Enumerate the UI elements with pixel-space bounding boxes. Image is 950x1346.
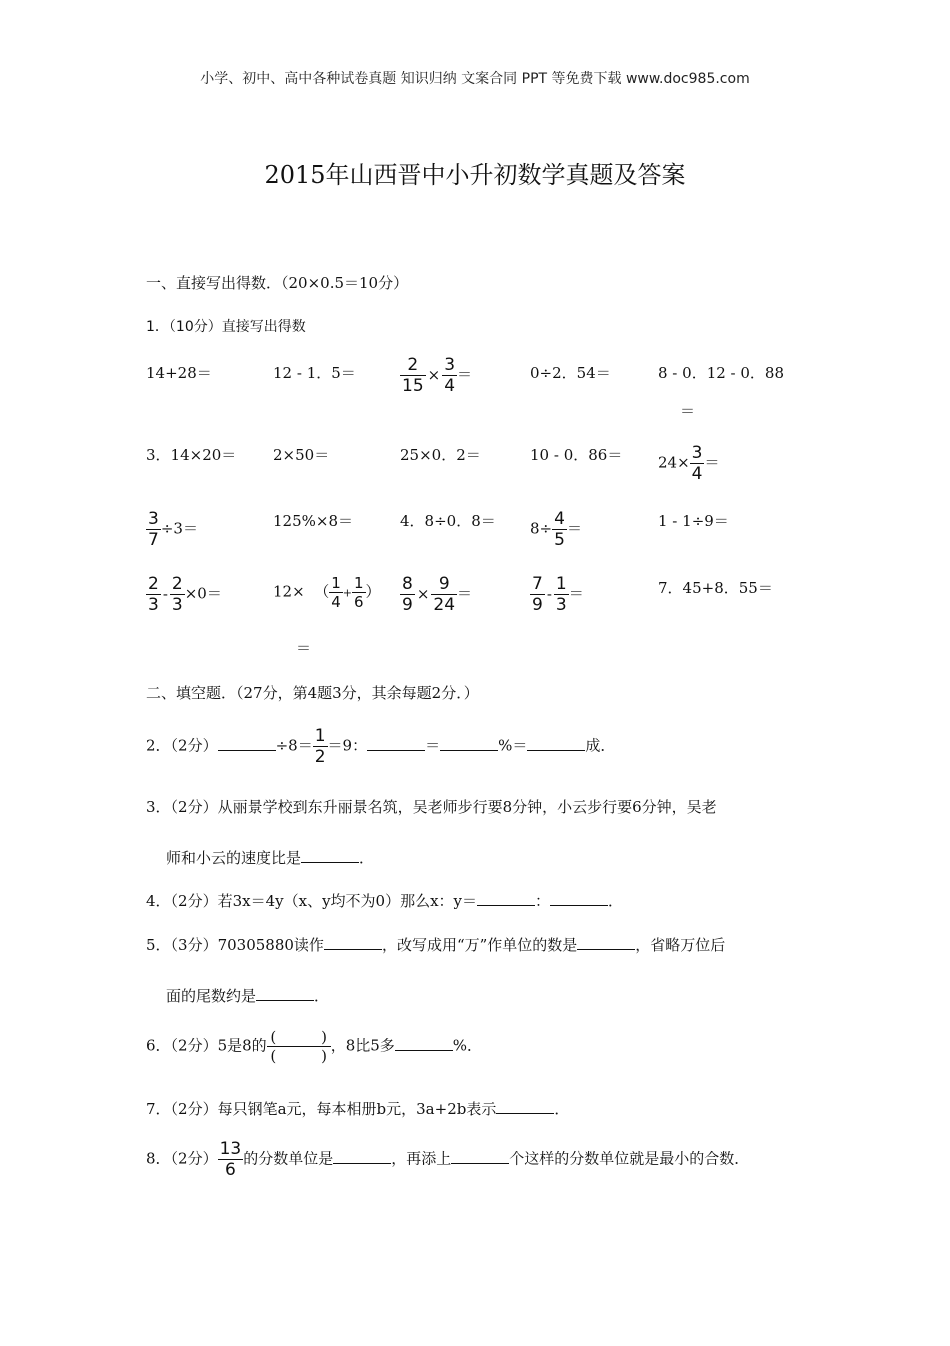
question-2: 2．（2分） ÷8＝ $\frac{1}{2}$ ＝9： ＝ %＝ 成． [146,726,616,767]
answer-blank [301,848,359,863]
answer-blank [324,935,382,950]
fraction: $\frac{2}{3}$ [171,574,183,615]
calc-r1-c: $\frac{2}{15}$ × $\frac{3}{4}$ ＝ [402,355,473,396]
answer-blank [367,736,425,751]
fraction: $\frac{1}{2}$ [314,726,326,767]
fraction: $\frac{13}{6}$ [219,1139,242,1180]
answer-blank [496,1099,554,1114]
calc-r1-d: 0÷2．54＝ [530,364,611,382]
calc-r3-e: 1 - 1÷9＝ [658,512,729,530]
calc-r1-e-equals: ＝ [680,402,696,420]
fraction: $\frac{9}{24}$ [433,574,456,615]
calc-r3-b: 125%×8＝ [273,512,353,530]
question-5-line-2: 面的尾数约是 ． [166,987,330,1005]
calc-r1-a: 14+28＝ [146,364,212,382]
site-header: 小学、初中、高中各种试卷真题 知识归纳 文案合同 PPT 等免费下载 www.doc985.com [200,71,750,87]
calc-r1-e: 8 - 0．12 - 0．88 [658,364,785,382]
calc-r1-b: 12 - 1．5＝ [273,364,356,382]
calc-r4-c: $\frac{8}{9}$ × $\frac{9}{24}$ ＝ [402,574,473,615]
question-8: 8．（2分） $\frac{13}{6}$ 的分数单位是 ，再添上 个这样的分数单位就是最小的合数． [146,1139,750,1180]
fraction: $\frac{3}{4}$ [691,443,703,484]
fraction: $\frac{2}{15}$ [402,355,424,396]
question-4: 4．（2分）若3x＝4y（x、y均不为0）那么x：y＝ ： ． [146,892,624,910]
calc-r4-d: $\frac{7}{9}$ - $\frac{1}{3}$ ＝ [532,574,584,615]
fraction: $\frac{1}{3}$ [555,574,567,615]
calc-r3-a: $\frac{3}{7}$ ÷3＝ [148,509,198,550]
fraction: $\frac{7}{9}$ [532,574,543,615]
calc-r3-d: 8÷ $\frac{4}{5}$ ＝ [530,509,582,550]
answer-blank [577,935,635,950]
answer-blank [218,736,276,751]
question-1: 1．（10分）直接写出得数 [146,319,306,335]
answer-blank [550,891,608,906]
calc-r4-b: 12× （ $\frac{1}{4}$ + $\frac{1}{6}$ ） [273,574,381,611]
calc-r2-c: 25×0．2＝ [400,446,481,464]
answer-blank [395,1036,453,1051]
fraction: $\frac{4}{5}$ [554,509,565,550]
calc-r4-b-equals: ＝ [296,639,312,657]
section-1-heading: 一、直接写出得数．（20×0.5＝10分） [146,274,409,292]
calc-r4-a: $\frac{2}{3}$ - $\frac{2}{3}$ ×0＝ [148,574,222,615]
calc-r2-b: 2×50＝ [273,446,330,464]
fraction: $\frac{3}{7}$ [148,509,159,550]
calc-r2-d: 10 - 0．86＝ [530,446,623,464]
answer-blank [333,1149,391,1164]
fraction: $\frac{2}{3}$ [148,574,159,615]
fraction: $\frac{1}{6}$ [353,574,364,611]
calc-r2-e: 24× $\frac{3}{4}$ ＝ [658,443,720,484]
question-3-line-2: 师和小云的速度比是 ． [166,849,375,867]
answer-blank [527,736,585,751]
question-6: 6．（2分）5是8的 ( ) ( ) ，8比5多 %． [146,1028,483,1065]
blank-fraction: ( ) ( ) [267,1028,331,1065]
answer-blank [256,986,314,1001]
answer-blank [477,891,535,906]
answer-blank [451,1149,509,1164]
fraction: $\frac{3}{4}$ [444,355,456,396]
calc-r4-e: 7．45+8．55＝ [658,579,773,597]
question-5-line-1: 5．（3分）70305880读作 ，改写成用“万”作单位的数是 ，省略万位后 [146,936,726,954]
calc-r3-c: 4．8÷0．8＝ [400,512,496,530]
fraction: $\frac{1}{4}$ [331,574,341,611]
section-2-heading: 二、填空题．（27分，第4题3分，其余每题2分．） [146,684,479,702]
answer-blank [440,736,498,751]
fraction: $\frac{8}{9}$ [402,574,413,615]
calc-r2-a: 3．14×20＝ [146,446,237,464]
question-7: 7．（2分）每只钢笔a元，每本相册b元，3a+2b表示 ． [146,1100,570,1118]
question-3-line-1: 3．（2分）从丽景学校到东升丽景名筑，吴老师步行要8分钟，小云步行要6分钟，吴老 [146,798,717,816]
page-title: 2015年山西晋中小升初数学真题及答案 [264,161,686,189]
